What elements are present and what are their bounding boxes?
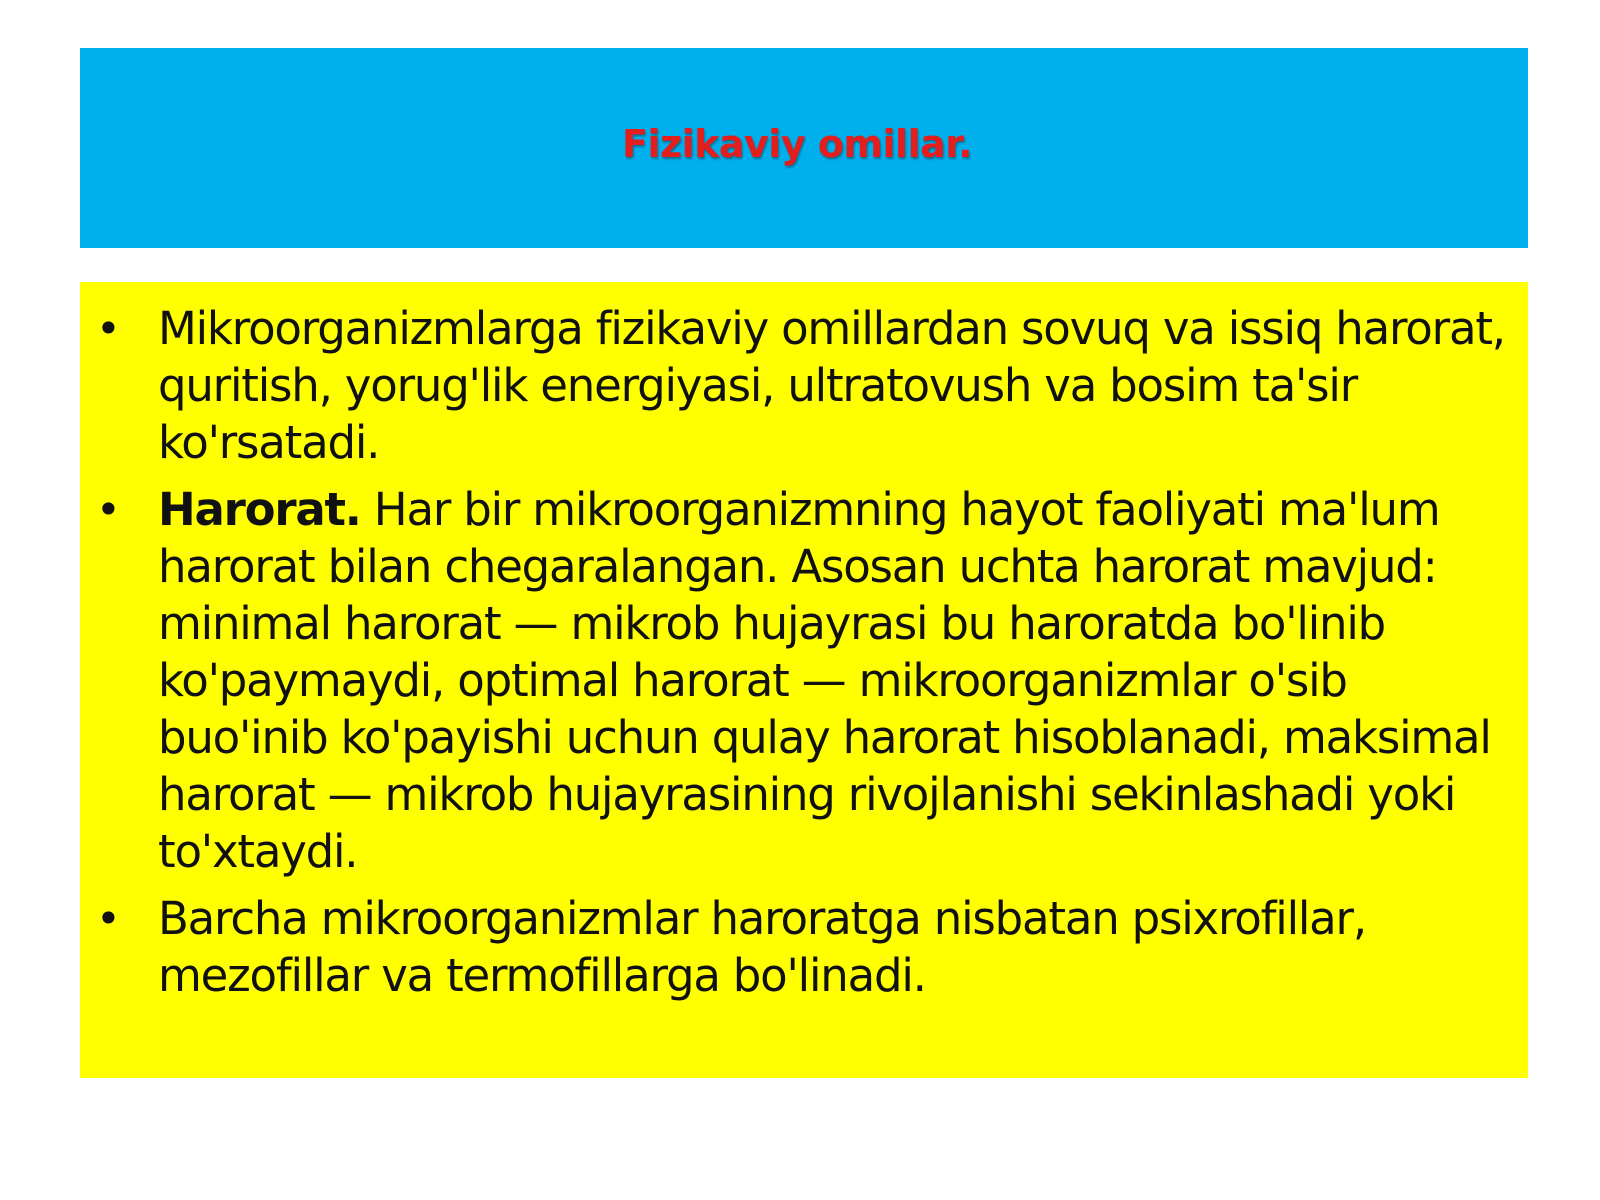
bullet-text: Barcha mikroorganizmlar haroratga nisbatan psixrofillar, mezofillar va termofillarga bo'linadi.	[158, 892, 1366, 1002]
bullet-lead-term: Harorat.	[158, 483, 361, 536]
bullet-text: Mikroorganizmlarga fizikaviy omillardan sovuq va issiq harorat, quritish, yorug'lik energiyasi, ultratovush va bosim ta'sir ko'rsatadi.	[158, 302, 1505, 469]
bullet-item-temperature	[80, 481, 1508, 880]
bullet-dot-icon: •	[96, 894, 120, 943]
bullet-item-physical-factors	[80, 300, 1508, 471]
bullet-item-classification	[80, 890, 1508, 1004]
bullet-dot-icon: •	[96, 304, 120, 353]
title-banner	[80, 48, 1528, 248]
slide-title: Fizikaviy omillar.	[621, 122, 972, 166]
bullet-text: Har bir mikroorganizmning hayot faoliyati ma'lum harorat bilan chegaralangan. Asosan uchta harorat mavjud: minimal harorat — mikrob hujayrasi bu haroratda bo'linib ko'paymaydi, optimal harorat — mikroorganizmlar o'sib buo'inib ko'payishi uchun qulay harorat hisoblanadi, maksimal harorat — mikrob hujayrasining rivojlanishi sekinlashadi yoki to'xtaydi.	[158, 483, 1491, 878]
bullet-dot-icon: •	[96, 485, 120, 534]
content-panel	[80, 282, 1528, 1078]
bullet-list	[80, 300, 1508, 1004]
